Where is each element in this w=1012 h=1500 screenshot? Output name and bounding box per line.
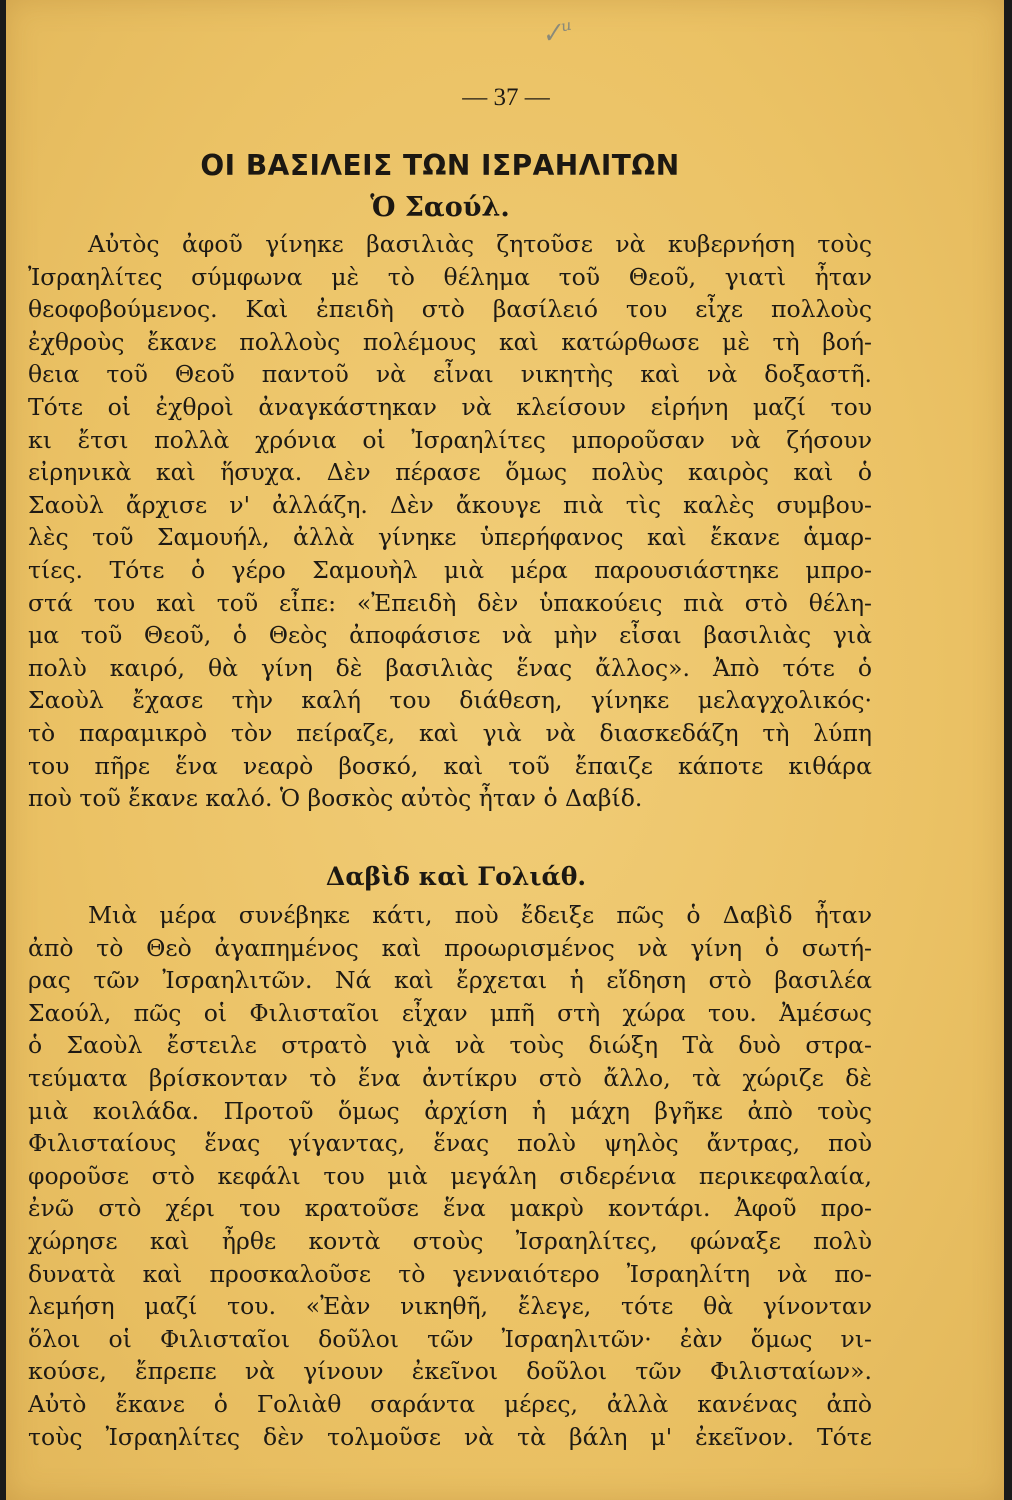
text-line: λεμήση μαζί του. «Ἐὰν νικηθῆ, ἔλεγε, τότε θὰ γίνονταν bbox=[28, 1292, 872, 1321]
text-line: του πῆρε ἕνα νεαρὸ βοσκό, καὶ τοῦ ἔπαιζε κάποτε κιθάρα bbox=[28, 751, 872, 780]
text-line: τὸ παραμικρὸ τὸν πείραζε, καὶ γιὰ νὰ διασκεδάζη τὴ λύπη bbox=[28, 718, 872, 747]
text-line: λὲς τοῦ Σαμουήλ, ἀλλὰ γίνηκε ὑπερήφανος καὶ ἔκανε ἁμαρ- bbox=[28, 523, 872, 552]
text-line: Φιλισταίους ἕνας γίγαντας, ἕνας πολὺ ψηλὸς ἄντρας, ποὺ bbox=[28, 1129, 872, 1158]
text-line: κούσε, ἔπρεπε νὰ γίνουν ἐκεῖνοι δοῦλοι τῶν Φιλισταίων». bbox=[28, 1357, 872, 1386]
text-line: ὁ Σαοὺλ ἔστειλε στρατὸ γιὰ νὰ τοὺς διώξη Τὰ δυὸ στρα- bbox=[28, 1031, 872, 1060]
text-line: τοὺς Ἰσραηλίτες δὲν τολμοῦσε νὰ τὰ βάλη μ' ἐκεῖνον. Τότε bbox=[28, 1422, 872, 1451]
text-line: φοροῦσε στὸ κεφάλι του μιὰ μεγάλη σιδερένια περικεφαλαία, bbox=[28, 1161, 872, 1190]
chapter-title: ΟΙ ΒΑΣΙΛΕΙΣ ΤΩΝ ΙΣΡΑΗΛΙΤΩΝ bbox=[200, 149, 680, 182]
text-line: Μιὰ μέρα συνέβηκε κάτι, ποὺ ἔδειξε πῶς ὁ Δαβὶδ ἦταν bbox=[88, 901, 872, 929]
text-line: Σαοὺλ ἄρχισε ν' ἀλλάζη. Δὲν ἄκουγε πιὰ τὶς καλὲς συμβου- bbox=[28, 490, 872, 519]
paragraph-saul bbox=[28, 228, 872, 815]
text-line: Αὐτὸ ἔκανε ὁ Γολιὰθ σαράντα μέρες, ἀλλὰ κανένας ἀπὸ bbox=[28, 1389, 872, 1418]
text-line: Ἰσραηλίτες σύμφωνα μὲ τὸ θέλημα τοῦ Θεοῦ, γιατὶ ἦταν bbox=[28, 262, 872, 291]
page-number: — 37 — bbox=[462, 84, 550, 111]
text-line: Σαούλ, πῶς οἱ Φιλισταῖοι εἶχαν μπῆ στὴ χώρα του. Ἀμέσως bbox=[28, 998, 872, 1027]
text-line: τεύματα βρίσκονταν τὸ ἕνα ἀντίκρυ στὸ ἄλλο, τὰ χώριζε δὲ bbox=[28, 1063, 872, 1092]
text-line: ἐχθροὺς ἔκανε πολλοὺς πολέμους καὶ κατώρθωσε μὲ τὴ βοή- bbox=[28, 327, 872, 356]
text-line: εἰρηνικὰ καὶ ἥσυχα. Δὲν πέρασε ὅμως πολὺς καιρὸς καὶ ὁ bbox=[28, 458, 872, 487]
text-line: δυνατὰ καὶ προσκαλοῦσε τὸ γενναιότερο Ἰσραηλίτη νὰ πο- bbox=[28, 1259, 872, 1288]
text-line: ὅλοι οἱ Φιλισταῖοι δοῦλοι τῶν Ἰσραηλιτῶν· ἐὰν ὅμως νι- bbox=[28, 1324, 872, 1353]
text-line: ἀπὸ τὸ Θεὸ ἀγαπημένος καὶ προωρισμένος νὰ γίνη ὁ σωτή- bbox=[28, 933, 872, 962]
text-line: θεοφοβούμενος. Καὶ ἐπειδὴ στὸ βασίλειό του εἶχε πολλοὺς bbox=[28, 295, 872, 324]
pencil-mark: ✓ᵘ bbox=[538, 14, 576, 52]
text-line: θεια τοῦ Θεοῦ παντοῦ νὰ εἶναι νικητὴς καὶ νὰ δοξαστῆ. bbox=[28, 360, 872, 389]
text-line: κι ἔτσι πολλὰ χρόνια οἱ Ἰσραηλίτες μποροῦσαν νὰ ζήσουν bbox=[28, 425, 872, 454]
text-line: Τότε οἱ ἐχθροὶ ἀναγκάστηκαν νὰ κλείσουν εἰρήνη μαζί του bbox=[28, 392, 872, 421]
text-line: ἐνῶ στὸ χέρι του κρατοῦσε ἕνα μακρὺ κοντάρι. Ἀφοῦ προ- bbox=[28, 1194, 872, 1223]
text-line: χώρησε καὶ ἦρθε κοντὰ στοὺς Ἰσραηλίτες, φώναξε πολὺ bbox=[28, 1226, 872, 1255]
paragraph-david-goliath bbox=[28, 899, 872, 1453]
text-line: μιὰ κοιλάδα. Προτοῦ ὅμως ἀρχίση ἡ μάχη βγῆκε ἀπὸ τοὺς bbox=[28, 1096, 872, 1125]
chapter-subtitle: Ὁ Σαούλ. bbox=[370, 192, 510, 223]
text-line: Αὐτὸς ἀφοῦ γίνηκε βασιλιὰς ζητοῦσε νὰ κυβερνήση τοὺς bbox=[88, 230, 872, 258]
text-line: Σαοὺλ ἔχασε τὴν καλή του διάθεση, γίνηκε μελαγχολικός· bbox=[28, 686, 872, 715]
text-line: τίες. Τότε ὁ γέρο Σαμουὴλ μιὰ μέρα παρουσιάστηκε μπρο- bbox=[28, 555, 872, 584]
text-line: πολὺ καιρό, θὰ γίνη δὲ βασιλιὰς ἕνας ἄλλος». Ἀπὸ τότε ὁ bbox=[28, 653, 872, 682]
text-line: ποὺ τοῦ ἔκανε καλό. Ὁ βοσκὸς αὐτὸς ἦταν ὁ Δαβίδ. bbox=[28, 784, 643, 813]
section-heading: Δαβὶδ καὶ Γολιάθ. bbox=[325, 862, 587, 891]
text-line: στά του καὶ τοῦ εἶπε: «Ἐπειδὴ δὲν ὑπακούεις πιὰ στὸ θέλη- bbox=[28, 588, 872, 617]
text-line: μα τοῦ Θεοῦ, ὁ Θεὸς ἀποφάσισε νὰ μὴν εἶσαι βασιλιὰς γιὰ bbox=[28, 621, 872, 650]
text-line: ρας τῶν Ἰσραηλιτῶν. Νά καὶ ἔρχεται ἡ εἴδηση στὸ βασιλέα bbox=[28, 966, 872, 995]
